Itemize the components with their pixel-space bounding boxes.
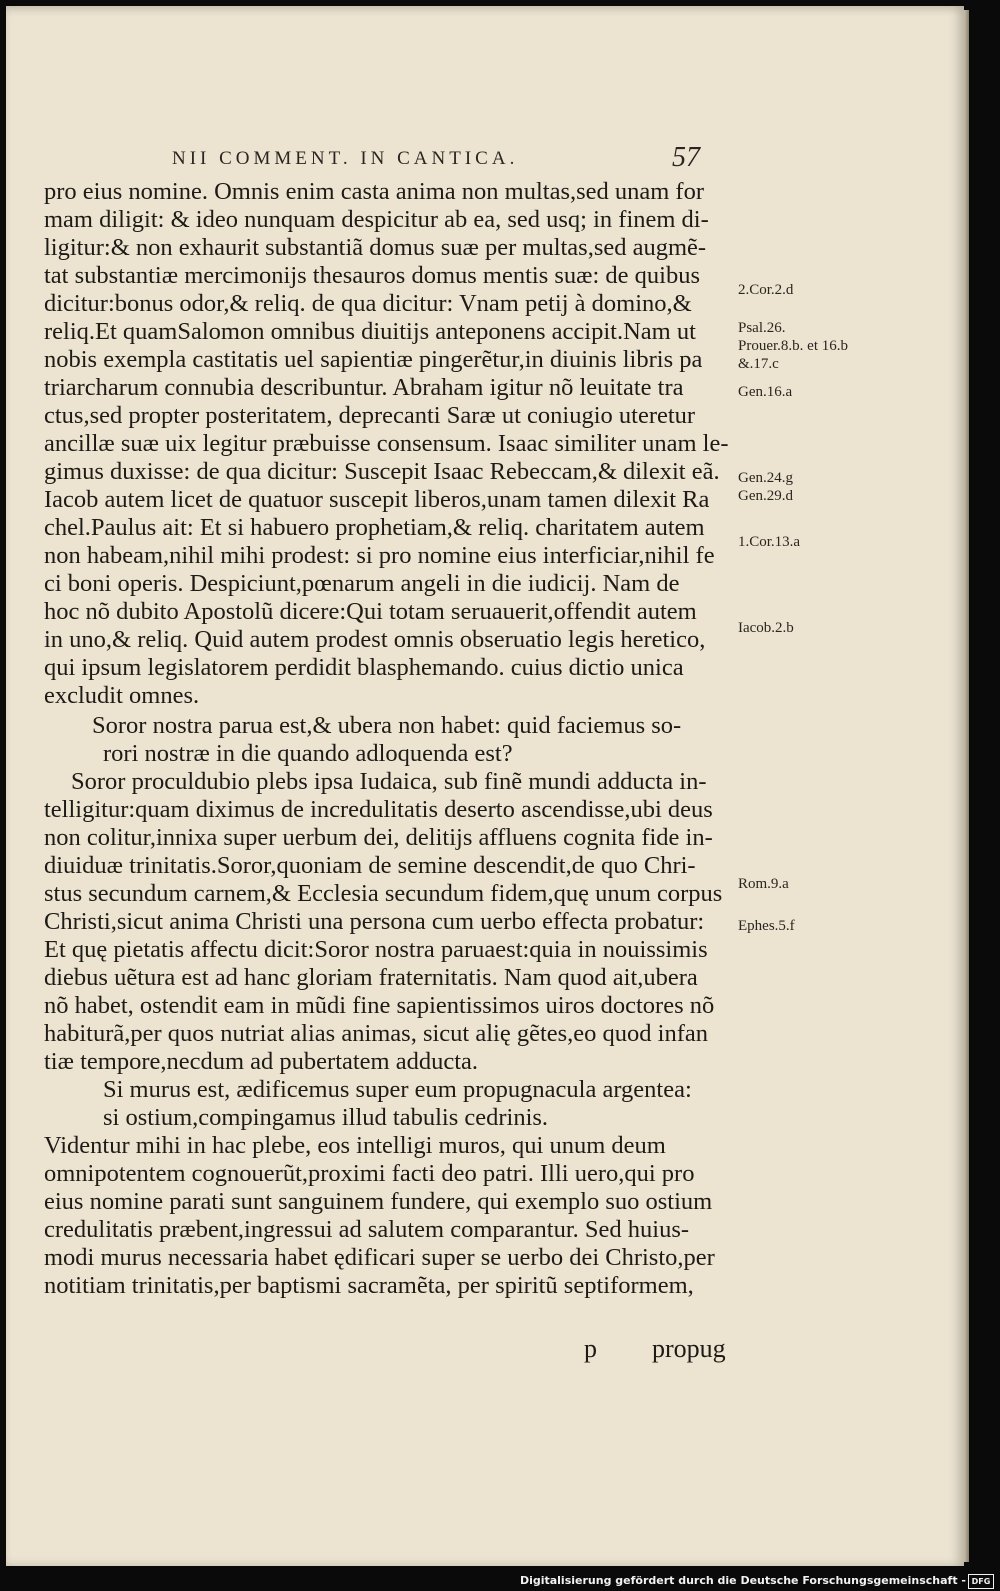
text-line: gimus duxisse: de qua dicitur: Suscepit Isaac Rebeccam,& dilexit eã. bbox=[44, 458, 720, 485]
margin-reference: Prouer.8.b. et 16.b bbox=[738, 338, 848, 354]
margin-reference: 1.Cor.13.a bbox=[738, 534, 801, 550]
text-line: non colitur,innixa super uerbum dei, delitijs affluens cognita fide in- bbox=[44, 824, 713, 851]
text-line: dicitur:bonus odor,& reliq. de qua dicitur: Vnam petij à domino,& bbox=[44, 290, 692, 317]
running-head: NII COMMENT. IN CANTICA. bbox=[172, 148, 519, 169]
text-line: telligitur:quam diximus de incredulitatis deserto ascendisse,ubi deus bbox=[44, 796, 713, 823]
margin-reference: Iacob.2.b bbox=[738, 620, 794, 636]
text-line: chel.Paulus ait: Et si habuero prophetiam,& reliq. charitatem autem bbox=[44, 514, 705, 541]
text-line: habiturã,per quos nutriat alias animas, sicut alię gẽtes,eo quod infan bbox=[44, 1020, 709, 1047]
text-line: omnipotentem cognouerũt,proximi facti deo patri. Illi uero,qui pro bbox=[44, 1160, 695, 1187]
text-line: modi murus necessaria habet ędificari super se uerbo dei Christo,per bbox=[44, 1244, 715, 1271]
text-line: mam diligit: & ideo nunquam despicitur ab ea, sed usq; in finem di- bbox=[44, 206, 709, 233]
text-line: credulitatis præbent,ingressui ad salutem comparantur. Sed huius- bbox=[44, 1216, 690, 1243]
text-line: non habeam,nihil mihi prodest: si pro nomine eius interficiar,nihil fe bbox=[44, 542, 715, 569]
text-line: tat substantiæ mercimonijs thesauros domus mentis suæ: de quibus bbox=[44, 262, 701, 289]
text-line: Si murus est, ædificemus super eum propugnacula argentea: bbox=[103, 1076, 692, 1103]
text-line: ancillæ suæ uix legitur præbuisse consensum. Isaac similiter unam le- bbox=[44, 430, 729, 457]
text-line: ci boni operis. Despiciunt,pœnarum angeli in die iudicij. Nam de bbox=[44, 570, 680, 597]
text-line: Iacob autem licet de quatuor suscepit liberos,unam tamen dilexit Ra bbox=[44, 486, 710, 513]
margin-reference: 2.Cor.2.d bbox=[738, 282, 794, 298]
text-line: Soror nostra parua est,& ubera non habet: quid faciemus so- bbox=[92, 712, 682, 739]
text-line: excludit omnes. bbox=[44, 682, 200, 709]
text-line: tiæ tempore,necdum ad pubertatem adducta. bbox=[44, 1048, 479, 1075]
dfg-logo: DFG bbox=[968, 1574, 994, 1589]
text-line: Soror proculdubio plebs ipsa Iudaica, sub finẽ mundi adducta in- bbox=[71, 768, 707, 795]
margin-reference: Rom.9.a bbox=[738, 876, 789, 892]
text-line: nobis exempla castitatis uel sapientiæ pingerẽtur,in diuinis libris pa bbox=[44, 346, 703, 373]
text-line: stus secundum carnem,& Ecclesia secundum fidem,quę unum corpus bbox=[44, 880, 723, 907]
text-line: rori nostræ in die quando adloquenda est? bbox=[103, 740, 513, 767]
text-line: in uno,& reliq. Quid autem prodest omnis obseruatio legis heretico, bbox=[44, 626, 706, 653]
catchword: propug bbox=[652, 1334, 726, 1363]
text-line: pro eius nomine. Omnis enim casta anima non multas,sed unam for bbox=[44, 178, 705, 205]
text-line: Et quę pietatis affectu dicit:Soror nostra paruaest:quia in nouissimis bbox=[44, 936, 708, 963]
text-line: ctus,sed propter posteritatem, deprecanti Saræ ut coniugio uteretur bbox=[44, 402, 696, 429]
margin-reference: Ephes.5.f bbox=[738, 918, 795, 934]
text-line: diuiduæ trinitatis.Soror,quoniam de semine descendit,de quo Chri- bbox=[44, 852, 696, 879]
margin-reference: Psal.26. bbox=[738, 320, 786, 336]
margin-reference: &.17.c bbox=[738, 356, 779, 372]
text-line: hoc nõ dubito Apostolũ dicere:Qui totam seruauerit,offendit autem bbox=[44, 598, 697, 625]
text-line: nõ habet, ostendit eam in mũdi fine sapientissimos uiros doctores nõ bbox=[44, 992, 715, 1019]
text-line: notitiam trinitatis,per baptismi sacramẽta, per spiritũ septiformem, bbox=[44, 1272, 694, 1299]
footer-credit: Digitalisierung gefördert durch die Deutsche Forschungsgemeinschaft - bbox=[519, 1574, 966, 1587]
text-line: diebus uẽtura est ad hanc gloriam fraternitatis. Nam quod ait,ubera bbox=[44, 964, 698, 991]
text-line: Christi,sicut anima Christi una persona cum uerbo effecta probatur: bbox=[44, 908, 705, 935]
margin-reference: Gen.24.g bbox=[738, 470, 793, 486]
text-line: triarcharum connubia describuntur. Abraham igitur nõ leuitate tra bbox=[44, 374, 684, 401]
page-edge bbox=[964, 10, 969, 1562]
text-line: si ostium,compingamus illud tabulis cedrinis. bbox=[103, 1104, 549, 1131]
text-line: reliq.Et quamSalomon omnibus diuitijs anteponens accipit.Nam ut bbox=[44, 318, 696, 345]
text-line: qui ipsum legislatorem perdidit blasphemando. cuius dictio unica bbox=[44, 654, 684, 681]
margin-reference: Gen.16.a bbox=[738, 384, 793, 400]
text-line: ligitur:& non exhaurit substantiã domus suæ per multas,sed augmẽ- bbox=[44, 234, 707, 261]
page-number: 57 bbox=[672, 142, 700, 173]
text-line: Videntur mihi in hac plebe, eos intelligi muros, qui unum deum bbox=[44, 1132, 666, 1159]
text-line: eius nomine parati sunt sanguinem fundere, qui exemplo suo ostium bbox=[44, 1188, 713, 1215]
margin-reference: Gen.29.d bbox=[738, 488, 793, 504]
signature-mark: p bbox=[584, 1334, 597, 1363]
